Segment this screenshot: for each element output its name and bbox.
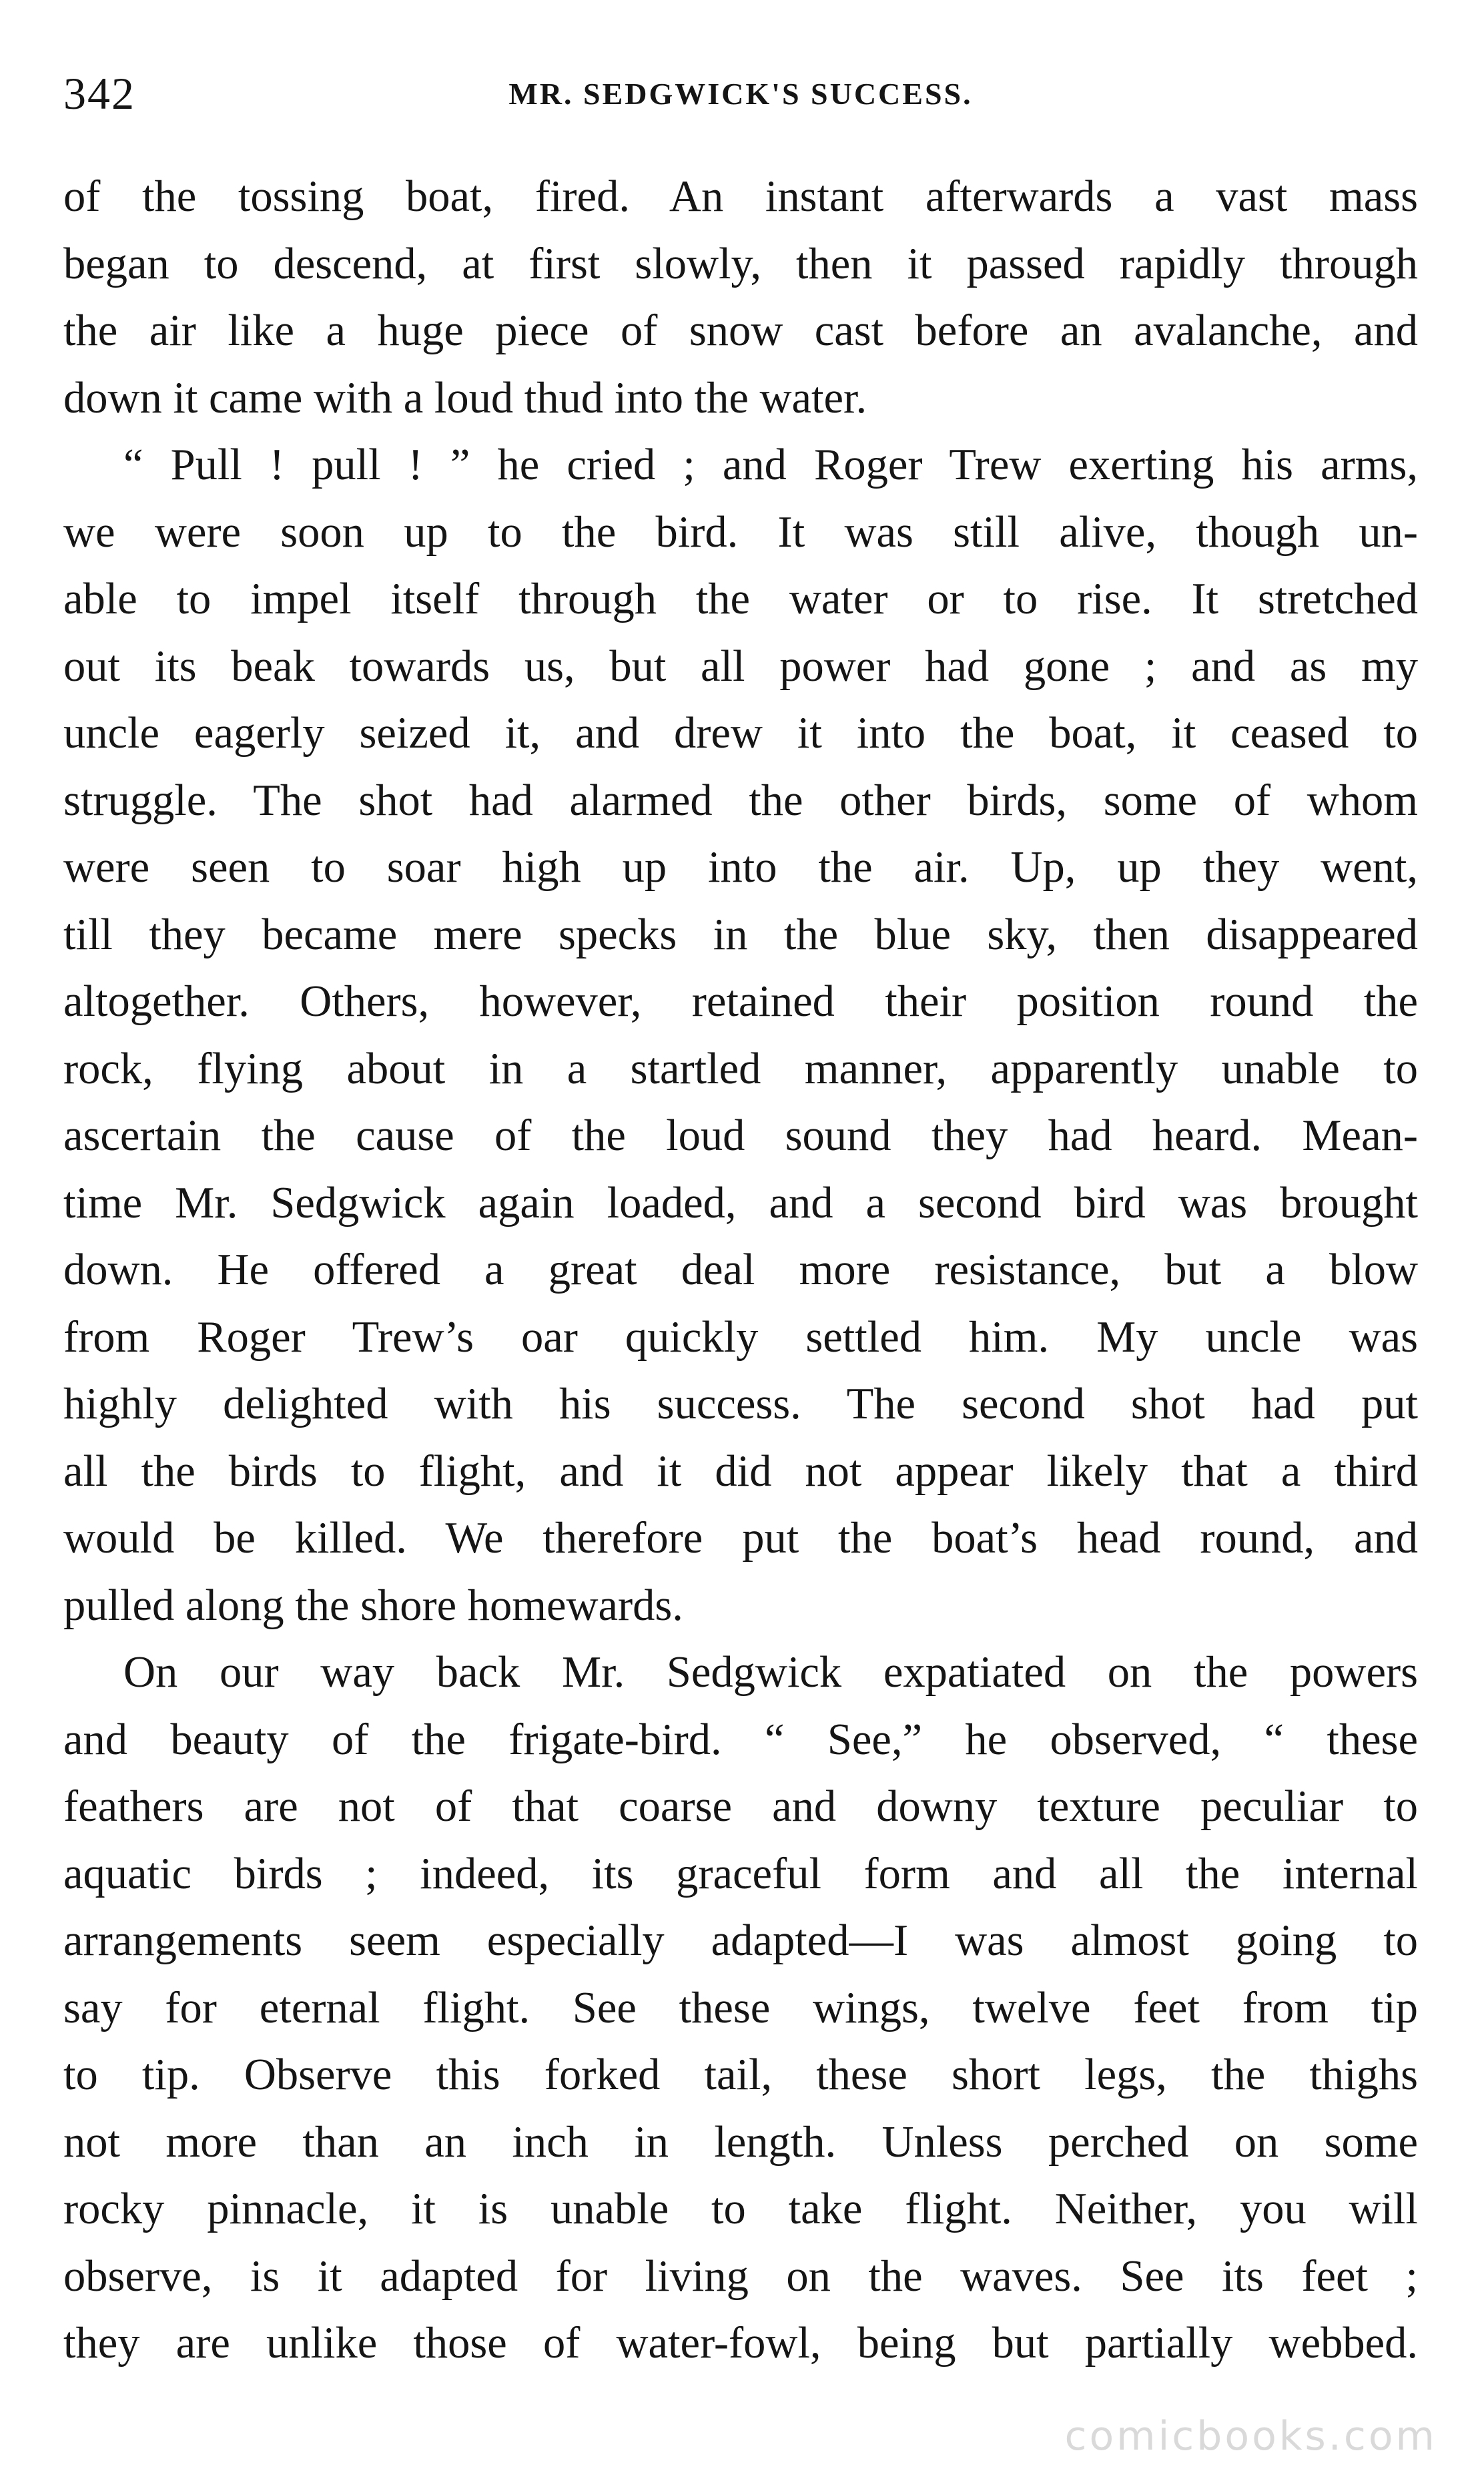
text-line: to tip. Observe this forked tail, these short legs, the thighs bbox=[63, 2050, 1418, 2099]
running-head: MR. SEDGWICK'S SUCCESS. bbox=[508, 77, 973, 111]
text-line: were seen to soar high up into the air. Up, up they went, bbox=[63, 843, 1418, 892]
page-header bbox=[63, 67, 1418, 120]
text-line: time Mr. Sedgwick again loaded, and a second bird was brought bbox=[63, 1178, 1418, 1227]
text-line: down it came with a loud thud into the water. bbox=[63, 373, 867, 423]
text-line: feathers are not of that coarse and downy texture peculiar to bbox=[63, 1782, 1418, 1831]
text-line: ascertain the cause of the loud sound they had heard. Mean- bbox=[63, 1111, 1418, 1160]
text-line: of the tossing boat, fired. An instant afterwards a vast mass bbox=[63, 172, 1418, 221]
text-line: till they became mere specks in the blue sky, then disappeared bbox=[63, 910, 1418, 959]
body-text bbox=[63, 164, 1418, 2378]
text-line: aquatic birds ; indeed, its graceful form and all the internal bbox=[63, 1849, 1418, 1898]
text-line: the air like a huge piece of snow cast before an avalanche, and bbox=[63, 306, 1418, 355]
watermark: comicbooks.com bbox=[1064, 2413, 1437, 2460]
text-line: arrangements seem especially adapted—I was almost going to bbox=[63, 1916, 1418, 1965]
text-line: struggle. The shot had alarmed the other birds, some of whom bbox=[63, 776, 1418, 825]
text-line: they are unlike those of water-fowl, being but partially webbed. bbox=[63, 2319, 1418, 2368]
text-line: able to impel itself through the water or to rise. It stretched bbox=[63, 575, 1418, 623]
text-line: and beauty of the frigate-bird. “ See,” he observed, “ these bbox=[63, 1715, 1418, 1764]
text-line: pulled along the shore homewards. bbox=[63, 1581, 683, 1630]
text-line: highly delighted with his success. The second shot had put bbox=[63, 1380, 1418, 1428]
text-line: out its beak towards us, but all power had gone ; and as my bbox=[63, 641, 1418, 691]
text-line: “ Pull ! pull ! ” he cried ; and Roger Trew exerting his arms, bbox=[123, 441, 1418, 489]
page-number: 342 bbox=[63, 68, 135, 119]
text-line: On our way back Mr. Sedgwick expatiated on the powers bbox=[123, 1648, 1418, 1697]
text-line: began to descend, at first slowly, then it passed rapidly through bbox=[63, 239, 1418, 288]
text-line: down. He offered a great deal more resistance, but a blow bbox=[63, 1246, 1418, 1294]
text-line: observe, is it adapted for living on the waves. See its feet ; bbox=[63, 2251, 1418, 2301]
text-line: would be killed. We therefore put the boat’s head round, and bbox=[63, 1514, 1418, 1563]
text-line: all the birds to flight, and it did not appear likely that a third bbox=[63, 1446, 1418, 1496]
text-line: say for eternal flight. See these wings, twelve feet from tip bbox=[63, 1983, 1418, 2032]
text-line: rock, flying about in a startled manner, apparently unable to bbox=[63, 1044, 1418, 1093]
text-line: uncle eagerly seized it, and drew it into the boat, it ceased to bbox=[63, 709, 1418, 758]
text-line: we were soon up to the bird. It was still alive, though un- bbox=[63, 507, 1418, 557]
text-line: not more than an inch in length. Unless perched on some bbox=[63, 2117, 1418, 2167]
text-line: from Roger Trew’s oar quickly settled him. My uncle was bbox=[63, 1312, 1418, 1362]
text-line: altogether. Others, however, retained their position round the bbox=[63, 977, 1418, 1026]
text-line: rocky pinnacle, it is unable to take flight. Neither, you will bbox=[63, 2185, 1418, 2233]
